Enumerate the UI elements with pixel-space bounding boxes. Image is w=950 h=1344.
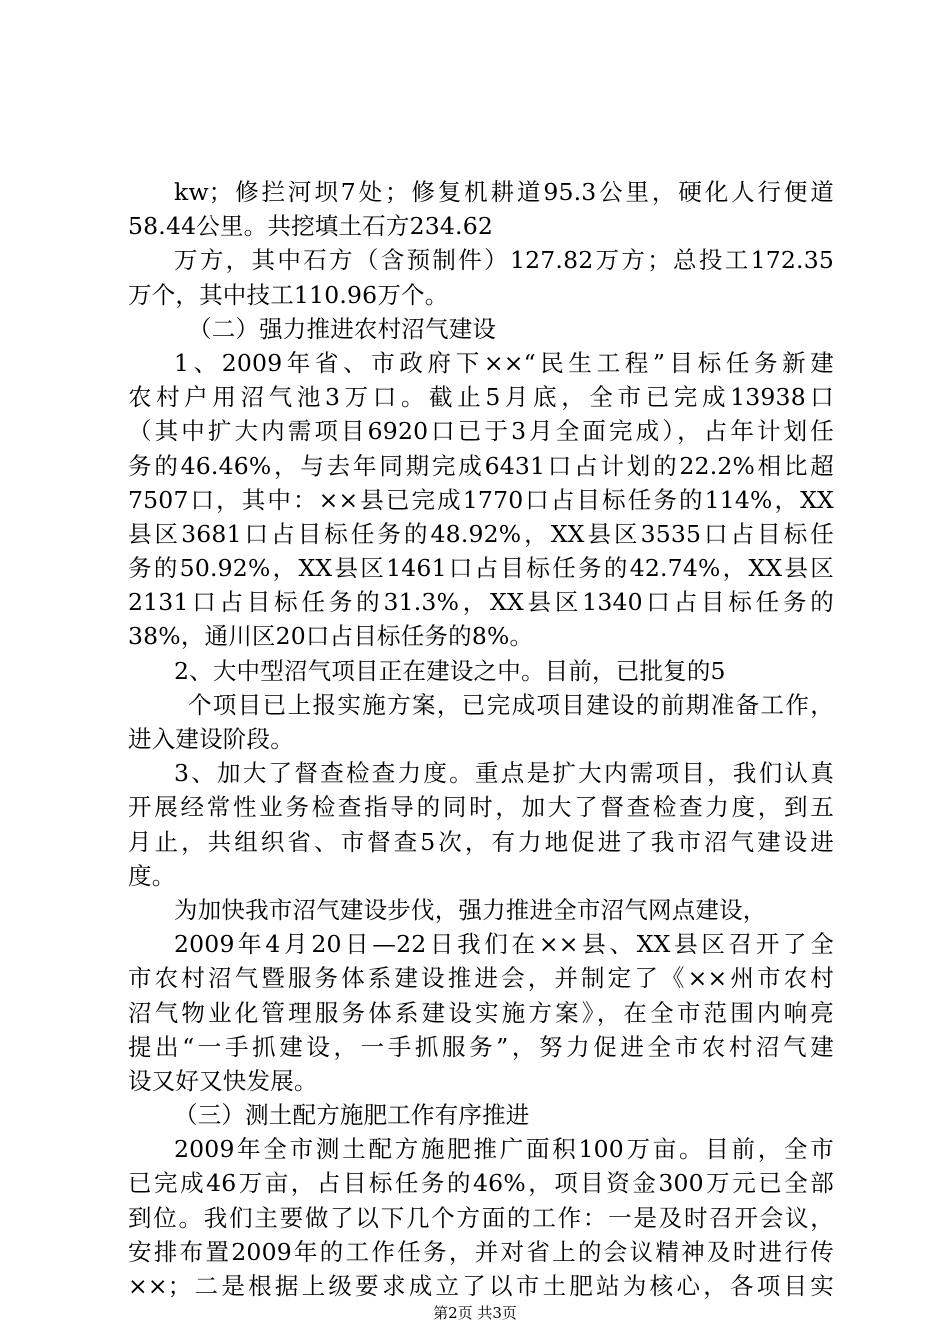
text-line: 县区3681口占目标任务的48.92%，XX县区3535口占目标任 — [128, 519, 834, 548]
text-line: 个项目已上报实施方案，已完成项目建设的前期准备工作， — [188, 690, 834, 719]
text-line: 开展经常性业务检查指导的同时，加大了督查检查力度，到五 — [128, 793, 834, 822]
text-line: 2、大中型沼气项目正在建设之中。目前，已批复的5 — [174, 656, 726, 685]
text-line: （三）测土配方施肥工作有序推进 — [174, 1101, 530, 1130]
text-line: 务的50.92%，XX县区1461口占目标任务的42.74%，XX县区 — [128, 554, 834, 583]
text-line: 市农村沼气暨服务体系建设推进会，并制定了《××州市农村 — [128, 964, 834, 993]
text-line: ××；二是根据上级要求成立了以市土肥站为核心，各项目实 — [128, 1272, 834, 1300]
text-line: 7507口，其中：××县已完成1770口占目标任务的114%，XX — [128, 485, 834, 514]
text-line: 2009年全市测土配方施肥推广面积100万亩。目前，全市 — [174, 1135, 834, 1164]
text-line: 农村户用沼气池3万口。截止5月底，全市已完成13938口 — [128, 383, 834, 412]
text-line: kw；修拦河坝7处；修复机耕道95.3公里，硬化人行便道 — [174, 178, 834, 206]
text-line: 设又好又快发展。 — [128, 1066, 318, 1095]
text-line: 已完成46万亩，占目标任务的46%，项目资金300万元已全部 — [128, 1169, 834, 1198]
text-line: 进入建设阶段。 — [128, 725, 294, 753]
text-line: 为加快我市沼气建设步伐，强力推进全市沼气网点建设， — [174, 895, 767, 924]
text-line: 3、加大了督查检查力度。重点是扩大内需项目，我们认真 — [174, 759, 834, 788]
text-line: 沼气物业化管理服务体系建设实施方案》，在全市范围内响亮 — [128, 998, 834, 1027]
text-line: 安排布置2009年的工作任务，并对省上的会议精神及时进行传 — [128, 1237, 834, 1266]
text-line: 2009年4月20日—22日我们在××县、XX县区召开了全 — [174, 930, 834, 959]
text-line: 到位。我们主要做了以下几个方面的工作：一是及时召开会议， — [128, 1203, 834, 1232]
document-body — [128, 175, 834, 1303]
page-footer: 第2页 共3页 — [433, 1304, 517, 1322]
text-line: 万方，其中石方（含预制件）127.82万方；总投工172.35 — [174, 246, 834, 275]
text-line: 万个，其中技工110.96万个。 — [128, 280, 449, 309]
text-line: 务的46.46%，与去年同期完成6431口占计划的22.2%相比超 — [128, 451, 834, 480]
text-line: 提出“一手抓建设，一手抓服务”，努力促进全市农村沼气建 — [128, 1032, 834, 1061]
text-line: 58.44公里。共挖填土石方234.62 — [128, 212, 494, 241]
text-line: 2131口占目标任务的31.3%，XX县区1340口占目标任务的 — [128, 588, 834, 617]
text-line: 月止，共组织省、市督查5次，有力地促进了我市沼气建设进 — [128, 827, 834, 856]
text-line: 1、2009年省、市政府下××“民生工程”目标任务新建 — [174, 348, 834, 377]
text-line: （二）强力推进农村沼气建设 — [188, 314, 497, 343]
text-line: 度。 — [128, 861, 176, 890]
text-line: 38%，通川区20口占目标任务的8%。 — [128, 622, 534, 651]
text-line: （其中扩大内需项目6920口已于3月全面完成），占年计划任 — [128, 417, 834, 446]
